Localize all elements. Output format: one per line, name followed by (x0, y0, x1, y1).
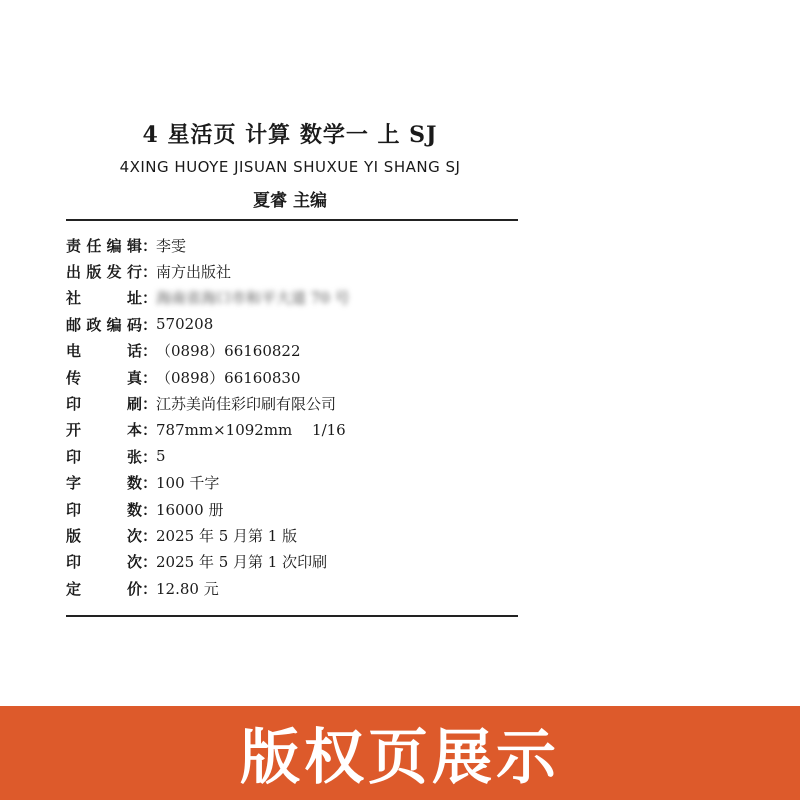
info-label (66, 499, 142, 520)
info-label-char: 印 (66, 553, 82, 572)
info-label-char: 责 (66, 236, 82, 255)
info-colon: ： (142, 368, 158, 387)
info-label-char: 字 (66, 474, 82, 493)
info-colon: ： (142, 526, 158, 545)
info-colon: ： (142, 289, 158, 308)
info-label-char: 行 (126, 263, 142, 282)
info-label (66, 525, 142, 546)
info-value: 2025 年 5 月第 1 版 (156, 526, 298, 545)
info-row (66, 443, 546, 469)
info-value: 2025 年 5 月第 1 次印刷 (156, 553, 328, 572)
info-label-char: 真 (126, 368, 142, 387)
info-label-char: 次 (126, 526, 142, 545)
info-label (66, 472, 142, 493)
info-row (66, 575, 546, 601)
info-label-char: 刷 (126, 395, 142, 414)
info-colon: ： (142, 447, 158, 466)
info-label-char: 邮 (66, 315, 82, 334)
info-label-char: 次 (126, 553, 142, 572)
info-value: 12.80 元 (156, 579, 219, 598)
info-label-char: 张 (126, 447, 142, 466)
info-label (66, 261, 142, 282)
info-row (66, 522, 546, 548)
book-title: 4 星活页 计算 数学一 上 SJ (142, 122, 438, 148)
info-row (66, 232, 546, 258)
info-label-char: 任 (86, 236, 102, 255)
info-label (66, 235, 142, 256)
info-label-char: 编 (106, 236, 122, 255)
info-label-char: 码 (126, 315, 142, 334)
info-label-char: 电 (66, 342, 82, 361)
info-value: （0898）66160830 (156, 368, 301, 387)
info-label-char: 政 (86, 315, 102, 334)
info-colon: ： (142, 500, 158, 519)
info-row (66, 364, 546, 390)
info-colon: ： (142, 236, 158, 255)
info-value: 海南省海口市和平大道 70 号 (156, 289, 350, 308)
info-label-char: 社 (66, 289, 82, 308)
info-label (66, 419, 142, 440)
caption-banner (0, 706, 800, 800)
info-row (66, 549, 546, 575)
info-label (66, 314, 142, 335)
top-divider (66, 219, 518, 221)
info-label-char: 址 (126, 289, 142, 308)
info-colon: ： (142, 342, 158, 361)
info-label-char: 定 (66, 579, 82, 598)
info-row (66, 417, 546, 443)
info-value: 100 千字 (156, 474, 220, 493)
info-row (66, 338, 546, 364)
info-label (66, 287, 142, 308)
info-label (66, 551, 142, 572)
info-label-char: 发 (106, 263, 122, 282)
info-label-char: 版 (66, 526, 82, 545)
info-colon: ： (142, 474, 158, 493)
info-value: 南方出版社 (156, 263, 232, 282)
bottom-divider (66, 615, 518, 617)
info-value: 570208 (156, 315, 214, 334)
copyright-info-list (66, 232, 546, 601)
info-label-char: 出 (66, 263, 82, 282)
info-label (66, 578, 142, 599)
info-label-char: 开 (66, 421, 82, 440)
info-label-char: 数 (126, 474, 142, 493)
info-label-char: 版 (86, 263, 102, 282)
info-row (66, 258, 546, 284)
info-colon: ： (142, 395, 158, 414)
info-label-char: 数 (126, 500, 142, 519)
info-row (66, 496, 546, 522)
info-colon: ： (142, 421, 158, 440)
info-label-char: 传 (66, 368, 82, 387)
info-label-char: 话 (126, 342, 142, 361)
info-label-char: 印 (66, 395, 82, 414)
info-row (66, 285, 546, 311)
info-colon: ： (142, 263, 158, 282)
info-value: 李雯 (156, 236, 187, 255)
info-label (66, 340, 142, 361)
book-title-pinyin: 4XING HUOYE JISUAN SHUXUE YI SHANG SJ (119, 158, 461, 176)
info-value: 787mm×1092mm 1/16 (156, 421, 346, 440)
info-value: 江苏美尚佳彩印刷有限公司 (156, 395, 337, 414)
banner-text: 版权页展示 (240, 723, 560, 793)
info-label-char: 本 (126, 421, 142, 440)
info-value: （0898）66160822 (156, 342, 301, 361)
info-label (66, 393, 142, 414)
info-value: 5 (156, 447, 166, 466)
info-value: 16000 册 (156, 500, 224, 519)
info-label-char: 编 (106, 315, 122, 334)
info-row (66, 470, 546, 496)
chief-editor: 夏睿 主编 (253, 191, 327, 211)
info-label (66, 367, 142, 388)
info-row (66, 311, 546, 337)
info-label-char: 印 (66, 447, 82, 466)
info-colon: ： (142, 579, 158, 598)
info-label-char: 印 (66, 500, 82, 519)
info-label-char: 辑 (126, 236, 142, 255)
info-colon: ： (142, 315, 158, 334)
info-label-char: 价 (126, 579, 142, 598)
info-label (66, 446, 142, 467)
info-colon: ： (142, 553, 158, 572)
info-row (66, 390, 546, 416)
